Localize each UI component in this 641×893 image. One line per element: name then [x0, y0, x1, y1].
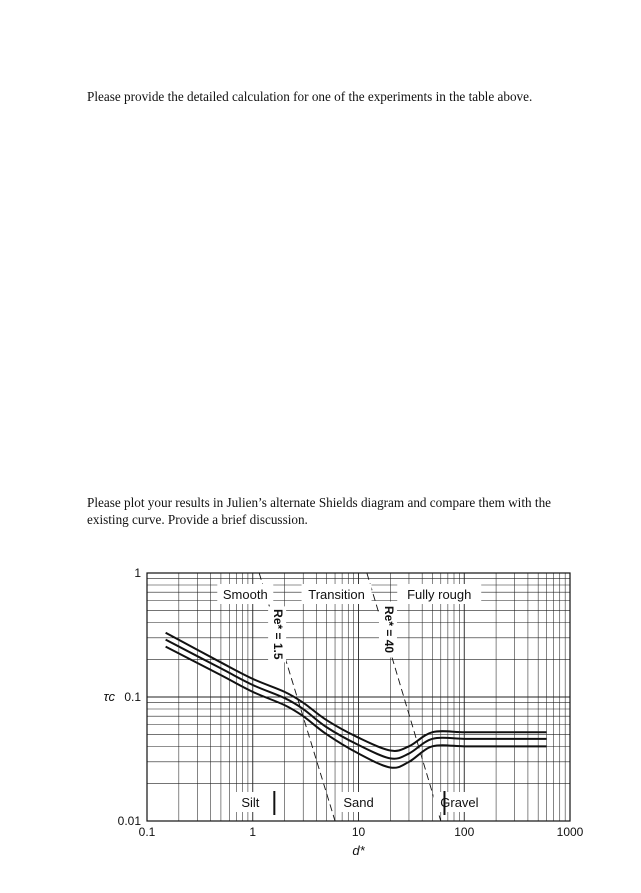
x-tick-label: 0.1: [138, 825, 156, 839]
series-line-middle: [166, 640, 547, 759]
region-bottom-label: Silt: [241, 795, 260, 810]
y-axis-label: τc: [103, 689, 115, 704]
instruction-calculation: Please provide the detailed calculation for one of the experiments in the table above.: [87, 89, 533, 104]
boundary-label: Re* = 1.5: [270, 609, 285, 660]
y-tick-label: 1: [134, 566, 141, 580]
plot-grid: [147, 573, 570, 821]
shields-diagram: [0, 560, 641, 880]
x-tick-label: 100: [454, 825, 475, 839]
region-top-label: Smooth: [222, 587, 268, 602]
instruction-plot-line2: existing curve. Provide a brief discussion.: [87, 512, 308, 527]
x-axis-label: d*: [352, 843, 365, 858]
x-tick-label: 1000: [556, 825, 584, 839]
series-line-lower: [166, 647, 547, 768]
x-tick-label: 1: [249, 825, 257, 839]
y-tick-label: 0.1: [124, 690, 141, 704]
boundary-label: Re* = 40: [381, 606, 396, 654]
instruction-plot: [87, 494, 607, 528]
y-tick-label: 0.01: [117, 814, 141, 828]
region-bottom-label: Sand: [343, 795, 374, 810]
instruction-plot-line1: Please plot your results in Julien’s alternate Shields diagram and compare them with the: [87, 495, 552, 510]
region-top-label: Transition: [308, 587, 365, 602]
region-top-label: Fully rough: [407, 587, 472, 602]
x-tick-label: 10: [351, 825, 366, 839]
region-bottom-label: Gravel: [440, 795, 479, 810]
series-line-upper: [166, 633, 547, 751]
